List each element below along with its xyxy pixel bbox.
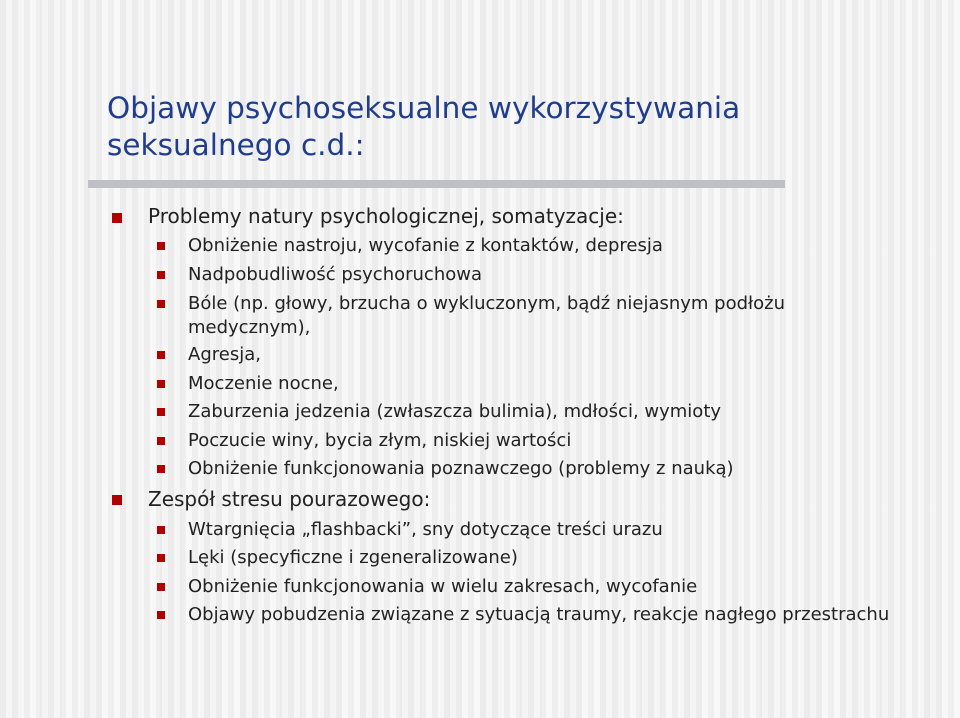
square-bullet-icon — [157, 408, 165, 416]
list-item: Zaburzenia jedzenia (zwłaszcza bulimia), mdłości, wymioty — [188, 401, 722, 422]
square-bullet-icon — [157, 583, 165, 591]
square-bullet-icon — [157, 242, 165, 250]
square-bullet-icon — [157, 271, 165, 279]
square-bullet-icon — [157, 611, 165, 619]
list-item: Wtargnięcia „flashbacki”, sny dotyczące treści urazu — [188, 519, 663, 540]
square-bullet-icon — [157, 351, 165, 359]
square-bullet-icon — [157, 380, 165, 388]
slide-title: Objawy psychoseksualne wykorzystywania seksualnego c.d.: — [107, 91, 741, 162]
list-item: Obniżenie nastroju, wycofanie z kontaktów, depresja — [188, 235, 663, 256]
section-heading: Zespół stresu pourazowego: — [148, 487, 431, 511]
square-bullet-icon — [157, 554, 165, 562]
section-heading: Problemy natury psychologicznej, somatyzacje: — [148, 204, 624, 228]
square-bullet-icon — [112, 213, 122, 223]
list-item: Obniżenie funkcjonowania poznawczego (problemy z nauką) — [188, 458, 734, 479]
list-item: Lęki (specyficzne i zgeneralizowane) — [188, 547, 518, 568]
square-bullet-icon — [157, 526, 165, 534]
list-item: Agresja, — [188, 344, 261, 365]
list-item: Objawy pobudzenia związane z sytuacją traumy, reakcje nagłego przestrachu — [188, 604, 890, 625]
square-bullet-icon — [157, 300, 165, 308]
list-item: Bóle (np. głowy, brzucha o wykluczonym, bądź niejasnym podłożu medycznym), — [188, 293, 786, 338]
list-item: Poczucie winy, bycia złym, niskiej wartości — [188, 430, 572, 451]
square-bullet-icon — [112, 495, 122, 505]
list-item: Nadpobudliwość psychoruchowa — [188, 264, 483, 285]
square-bullet-icon — [157, 437, 165, 445]
list-item: Moczenie nocne, — [188, 373, 339, 394]
list-item: Obniżenie funkcjonowania w wielu zakresach, wycofanie — [188, 576, 698, 597]
title-divider — [88, 180, 785, 188]
square-bullet-icon — [157, 465, 165, 473]
